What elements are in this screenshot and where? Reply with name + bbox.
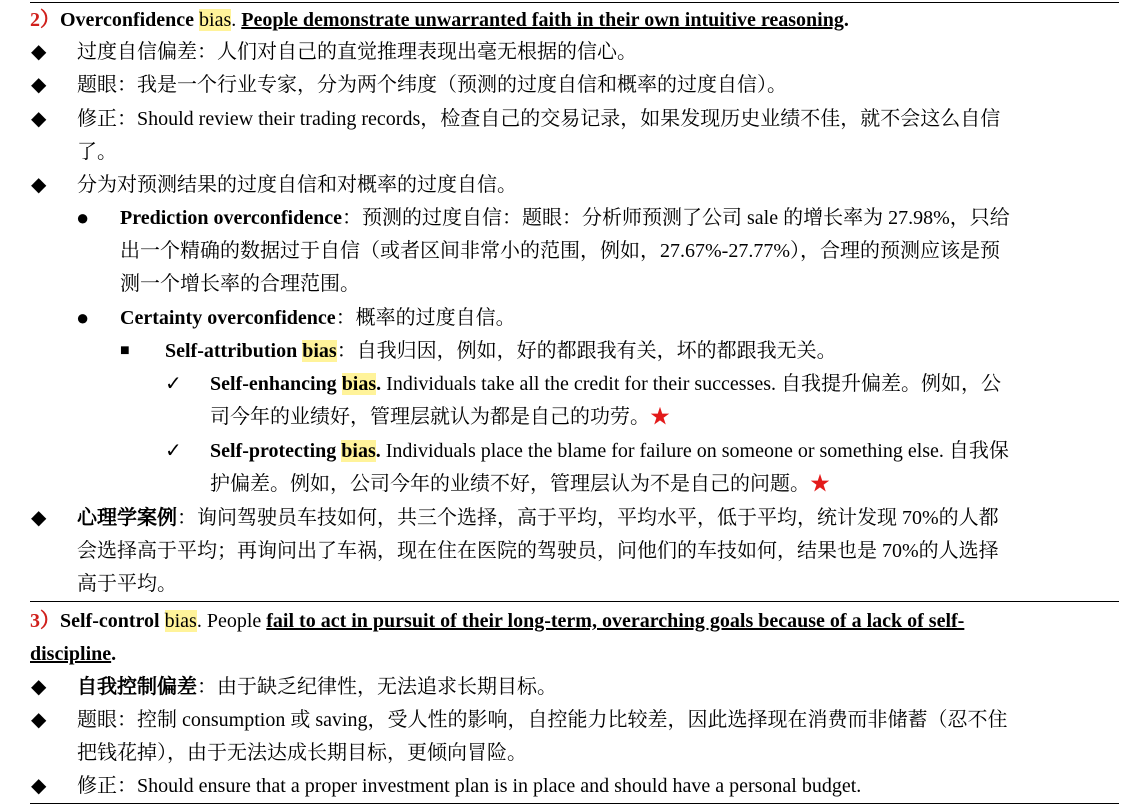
label-dot: . xyxy=(376,373,382,395)
bottom-rule xyxy=(30,803,1119,804)
bias-highlight: bias xyxy=(341,440,376,462)
dot-bullet-icon: ● xyxy=(76,205,90,230)
diamond-bullet-icon: ◆ xyxy=(31,775,47,797)
protecting-text: Individuals place the blame for failure on someone or something else. 自我保 xyxy=(380,440,1009,462)
title-separator: . xyxy=(231,9,242,31)
case-text: ：询问驾驶员车技如何，共三个选择，高于平均，平均水平，低于平均，统计发现 70%的人都 xyxy=(177,507,999,529)
checkmark-bullet-icon: ✓ xyxy=(165,440,182,462)
certainty-text: ：概率的过度自信。 xyxy=(335,307,516,329)
section-3-heading xyxy=(30,606,964,636)
bias-highlight: bias xyxy=(164,610,197,632)
prediction-text-continued: 测一个增长率的合理范围。 xyxy=(120,273,360,295)
list-item: 题眼：控制 consumption 或 saving，受人性的影响，自控能力比较差，因此选择现在消费而非储蓄（忍不住 xyxy=(77,709,1008,731)
enhancing-text: Individuals take all the credit for their successes. 自我提升偏差。例如，公 xyxy=(381,373,1002,395)
section-2-title: Overconfidence xyxy=(60,9,200,31)
protecting-text: 护偏差。例如，公司今年的业绩不好，管理层认为不是自己的问题。 xyxy=(210,473,810,495)
definition-end: . xyxy=(111,643,117,665)
list-item: 题眼：我是一个行业专家，分为两个纬度（预测的过度自信和概率的过度自信）。 xyxy=(77,74,787,96)
section-divider xyxy=(30,601,1119,602)
self-protecting xyxy=(210,436,1009,466)
case-label: 心理学案例 xyxy=(77,507,177,529)
prediction-label: Prediction overconfidence xyxy=(120,207,342,229)
bias-highlight: bias xyxy=(199,9,232,31)
list-item: 过度自信偏差：人们对自己的直觉推理表现出毫无根据的信心。 xyxy=(77,41,637,63)
checkmark-bullet-icon: ✓ xyxy=(165,373,182,395)
list-item xyxy=(77,672,557,702)
definition-end: . xyxy=(843,9,849,31)
case-text-continued: 会选择高于平均；再询问出了车祸，现在住在医院的驾驶员，问他们的车技如何，结果也是 70%的人选择 xyxy=(77,540,999,562)
title-separator: . People xyxy=(196,610,267,632)
list-item-continued: 了。 xyxy=(77,141,117,163)
self-attribution xyxy=(165,336,837,366)
square-bullet-icon: ■ xyxy=(120,342,130,359)
diamond-bullet-icon: ◆ xyxy=(31,507,47,529)
section-2-heading xyxy=(30,5,849,35)
enhancing-text: 司今年的业绩好，管理层就认为都是自己的功劳。 xyxy=(210,406,650,428)
self-control-label: 自我控制偏差 xyxy=(77,676,197,698)
diamond-bullet-icon: ◆ xyxy=(31,41,47,63)
certainty-label: Certainty overconfidence xyxy=(120,307,336,329)
enhancing-label: Self-enhancing xyxy=(210,373,342,395)
list-item: 修正：Should review their trading records，检查自己的交易记录，如果发现历史业绩不佳，就不会这么自信 xyxy=(77,108,1001,130)
section-3-number: 3） xyxy=(30,610,60,632)
diamond-bullet-icon: ◆ xyxy=(31,74,47,96)
protecting-text-continued xyxy=(210,469,830,499)
bias-highlight: bias xyxy=(302,340,337,362)
dot-bullet-icon: ● xyxy=(76,305,90,330)
protecting-label: Self-protecting xyxy=(210,440,342,462)
prediction-overconfidence xyxy=(120,203,1010,233)
diamond-bullet-icon: ◆ xyxy=(31,108,47,130)
section-3-heading-continued xyxy=(30,639,116,669)
certainty-overconfidence xyxy=(120,303,516,333)
section-3-definition: discipline xyxy=(30,643,112,665)
attribution-label: Self-attribution xyxy=(165,340,303,362)
section-3-title: Self-control xyxy=(60,610,165,632)
case-text-continued: 高于平均。 xyxy=(77,573,177,595)
enhancing-text-continued xyxy=(210,402,670,432)
diamond-bullet-icon: ◆ xyxy=(31,709,47,731)
star-icon: ★ xyxy=(650,406,670,428)
self-enhancing xyxy=(210,369,1001,399)
label-dot: . xyxy=(375,440,381,462)
section-2-definition: People demonstrate unwarranted faith in their own intuitive reasoning xyxy=(241,9,844,31)
self-control-text: ：由于缺乏纪律性，无法追求长期目标。 xyxy=(197,676,557,698)
prediction-text: ：预测的过度自信：题眼：分析师预测了公司 sale 的增长率为 27.98%，只给 xyxy=(342,207,1010,229)
prediction-text-continued: 出一个精确的数据过于自信（或者区间非常小的范围，例如，27.67%-27.77%），合理的预测应该是预 xyxy=(120,240,1000,262)
star-icon: ★ xyxy=(810,473,830,495)
list-item-continued: 把钱花掉），由于无法达成长期目标，更倾向冒险。 xyxy=(77,742,527,764)
psychology-case xyxy=(77,503,999,533)
diamond-bullet-icon: ◆ xyxy=(31,676,47,698)
list-item: 修正：Should ensure that a proper investment plan is in place and should have a personal budget. xyxy=(77,775,862,797)
top-rule xyxy=(30,2,1119,3)
diamond-bullet-icon: ◆ xyxy=(31,174,47,196)
list-item: 分为对预测结果的过度自信和对概率的过度自信。 xyxy=(77,174,517,196)
section-3-definition: fail to act in pursuit of their long-term, overarching goals because of a lack of self- xyxy=(266,610,965,632)
attribution-text: ：自我归因，例如，好的都跟我有关，坏的都跟我无关。 xyxy=(336,340,837,362)
section-2-number: 2） xyxy=(30,9,60,31)
bias-highlight: bias xyxy=(341,373,377,395)
